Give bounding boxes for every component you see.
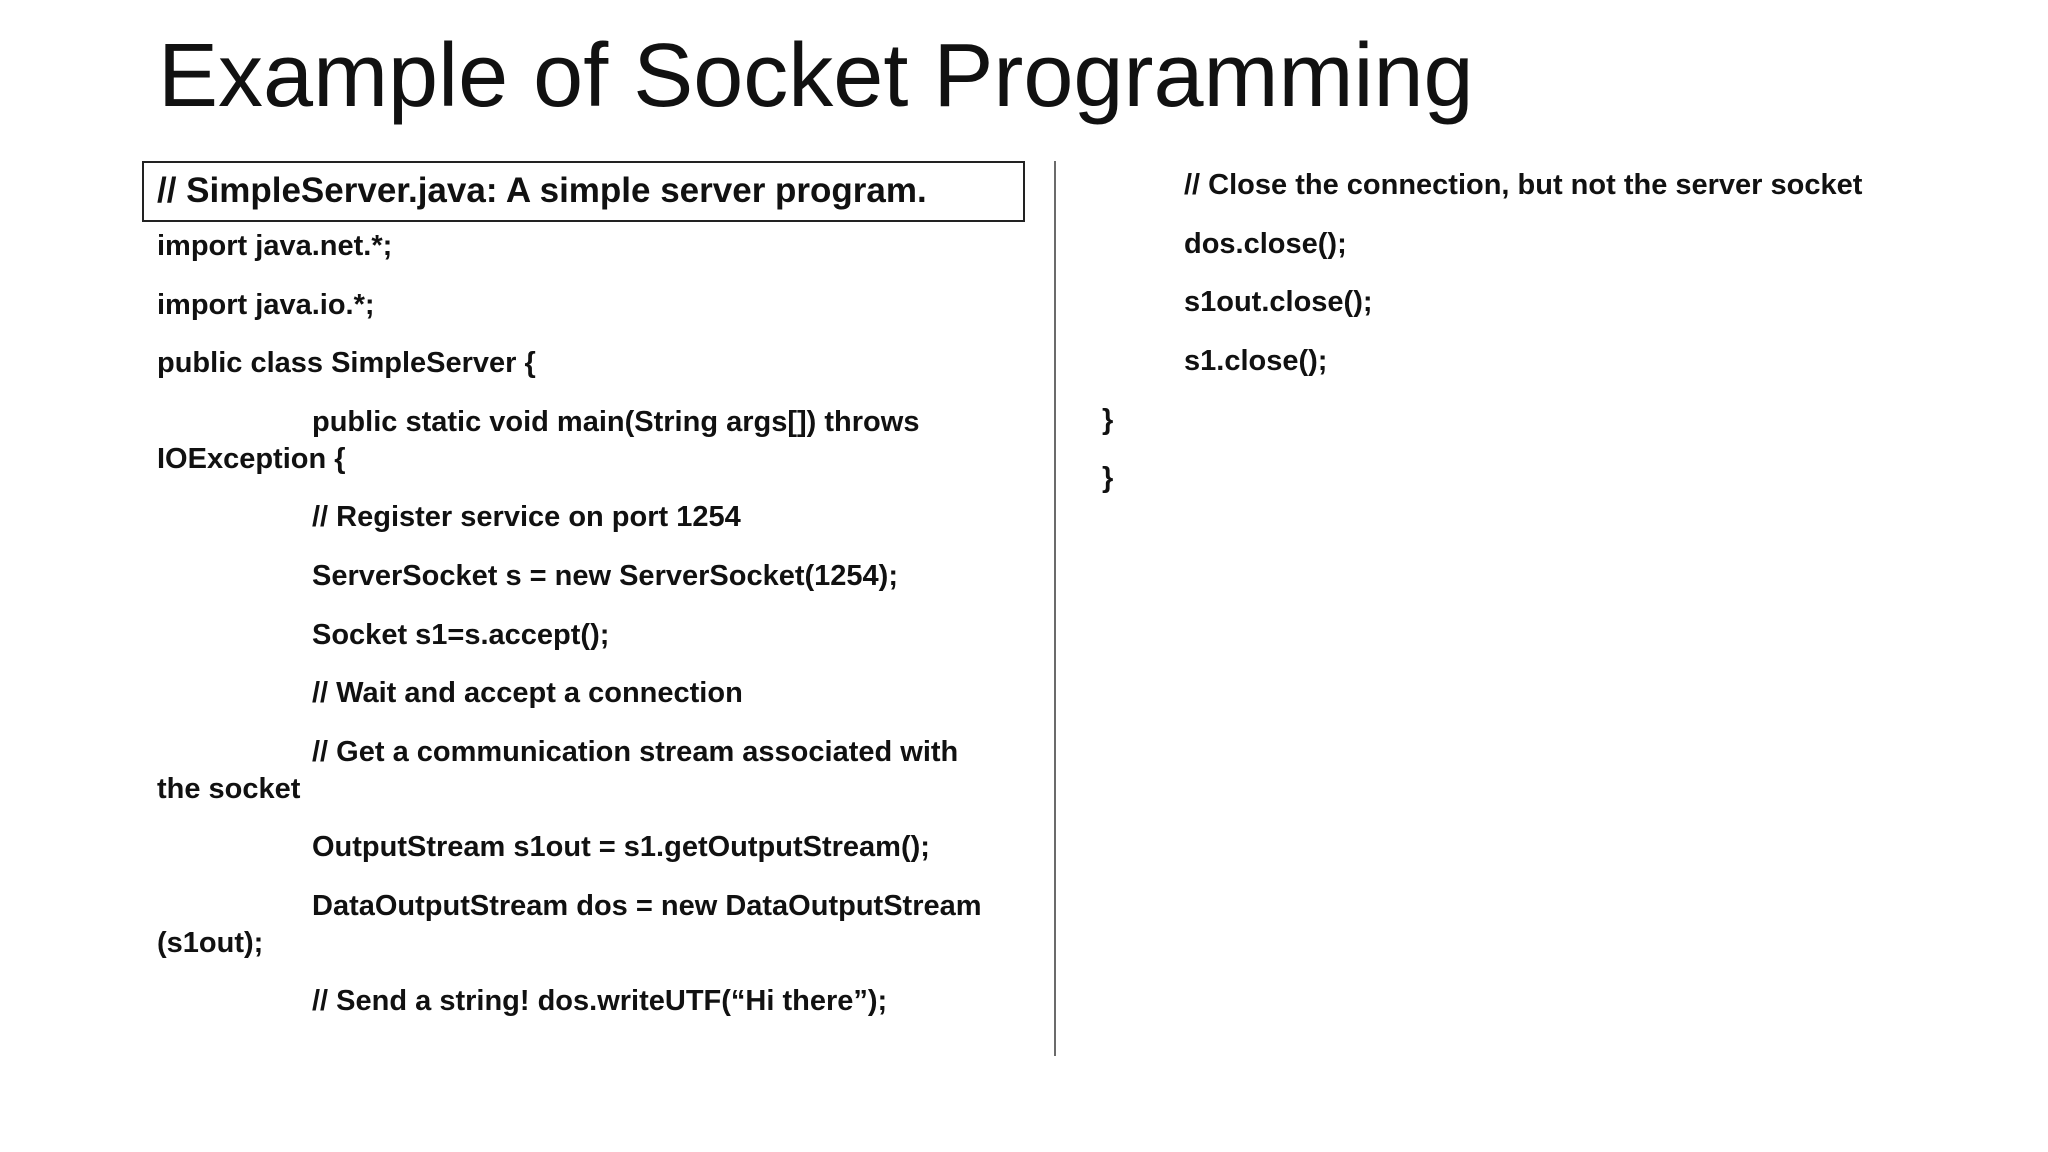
code-line-stream-comment-text: // Get a communication stream associated with — [312, 736, 959, 768]
code-line-import-net: import java.net.*; — [157, 230, 393, 262]
code-line-import-io: import java.io.*; — [157, 289, 375, 321]
code-line-wait-comment-text: // Wait and accept a connection — [312, 677, 743, 709]
code-line-send-string-text: // Send a string! dos.writeUTF(“Hi there”); — [312, 985, 888, 1017]
file-header-comment: // SimpleServer.java: A simple server program. — [157, 171, 927, 210]
code-line-data-output-stream — [157, 888, 982, 925]
column-divider — [1054, 161, 1056, 1056]
code-line-method-close-brace: } — [1102, 404, 1114, 436]
code-line-dos-close: dos.close(); — [1184, 228, 1347, 260]
code-line-s1out-close: s1out.close(); — [1184, 286, 1373, 318]
code-line-s1-close: s1.close(); — [1184, 345, 1328, 377]
code-line-socket-accept-text: Socket s1=s.accept(); — [312, 619, 610, 651]
code-line-socket-accept — [157, 617, 609, 654]
slide-title: Example of Socket Programming — [158, 26, 1474, 126]
code-line-send-string — [157, 983, 887, 1020]
code-line-server-socket-text: ServerSocket s = new ServerSocket(1254); — [312, 560, 898, 592]
code-line-data-output-stream-text: DataOutputStream dos = new DataOutputStream — [312, 890, 982, 922]
code-line-data-output-stream-continued: (s1out); — [157, 927, 264, 959]
code-line-main-method-continued: IOException { — [157, 443, 346, 475]
code-line-stream-comment-continued: the socket — [157, 773, 301, 805]
code-line-register-comment-text: // Register service on port 1254 — [312, 501, 741, 533]
code-line-class-declaration: public class SimpleServer { — [157, 347, 536, 379]
code-line-class-close-brace: } — [1102, 462, 1114, 494]
code-line-main-method — [157, 404, 919, 441]
code-line-stream-comment — [157, 734, 958, 771]
code-line-register-comment — [157, 499, 741, 536]
code-line-output-stream — [157, 829, 930, 866]
code-line-main-method-text: public static void main(String args[]) throws — [312, 406, 920, 438]
code-line-wait-comment — [157, 675, 743, 712]
code-line-server-socket — [157, 558, 898, 595]
code-line-close-comment: // Close the connection, but not the server socket — [1184, 169, 1863, 201]
code-line-output-stream-text: OutputStream s1out = s1.getOutputStream(); — [312, 831, 930, 863]
